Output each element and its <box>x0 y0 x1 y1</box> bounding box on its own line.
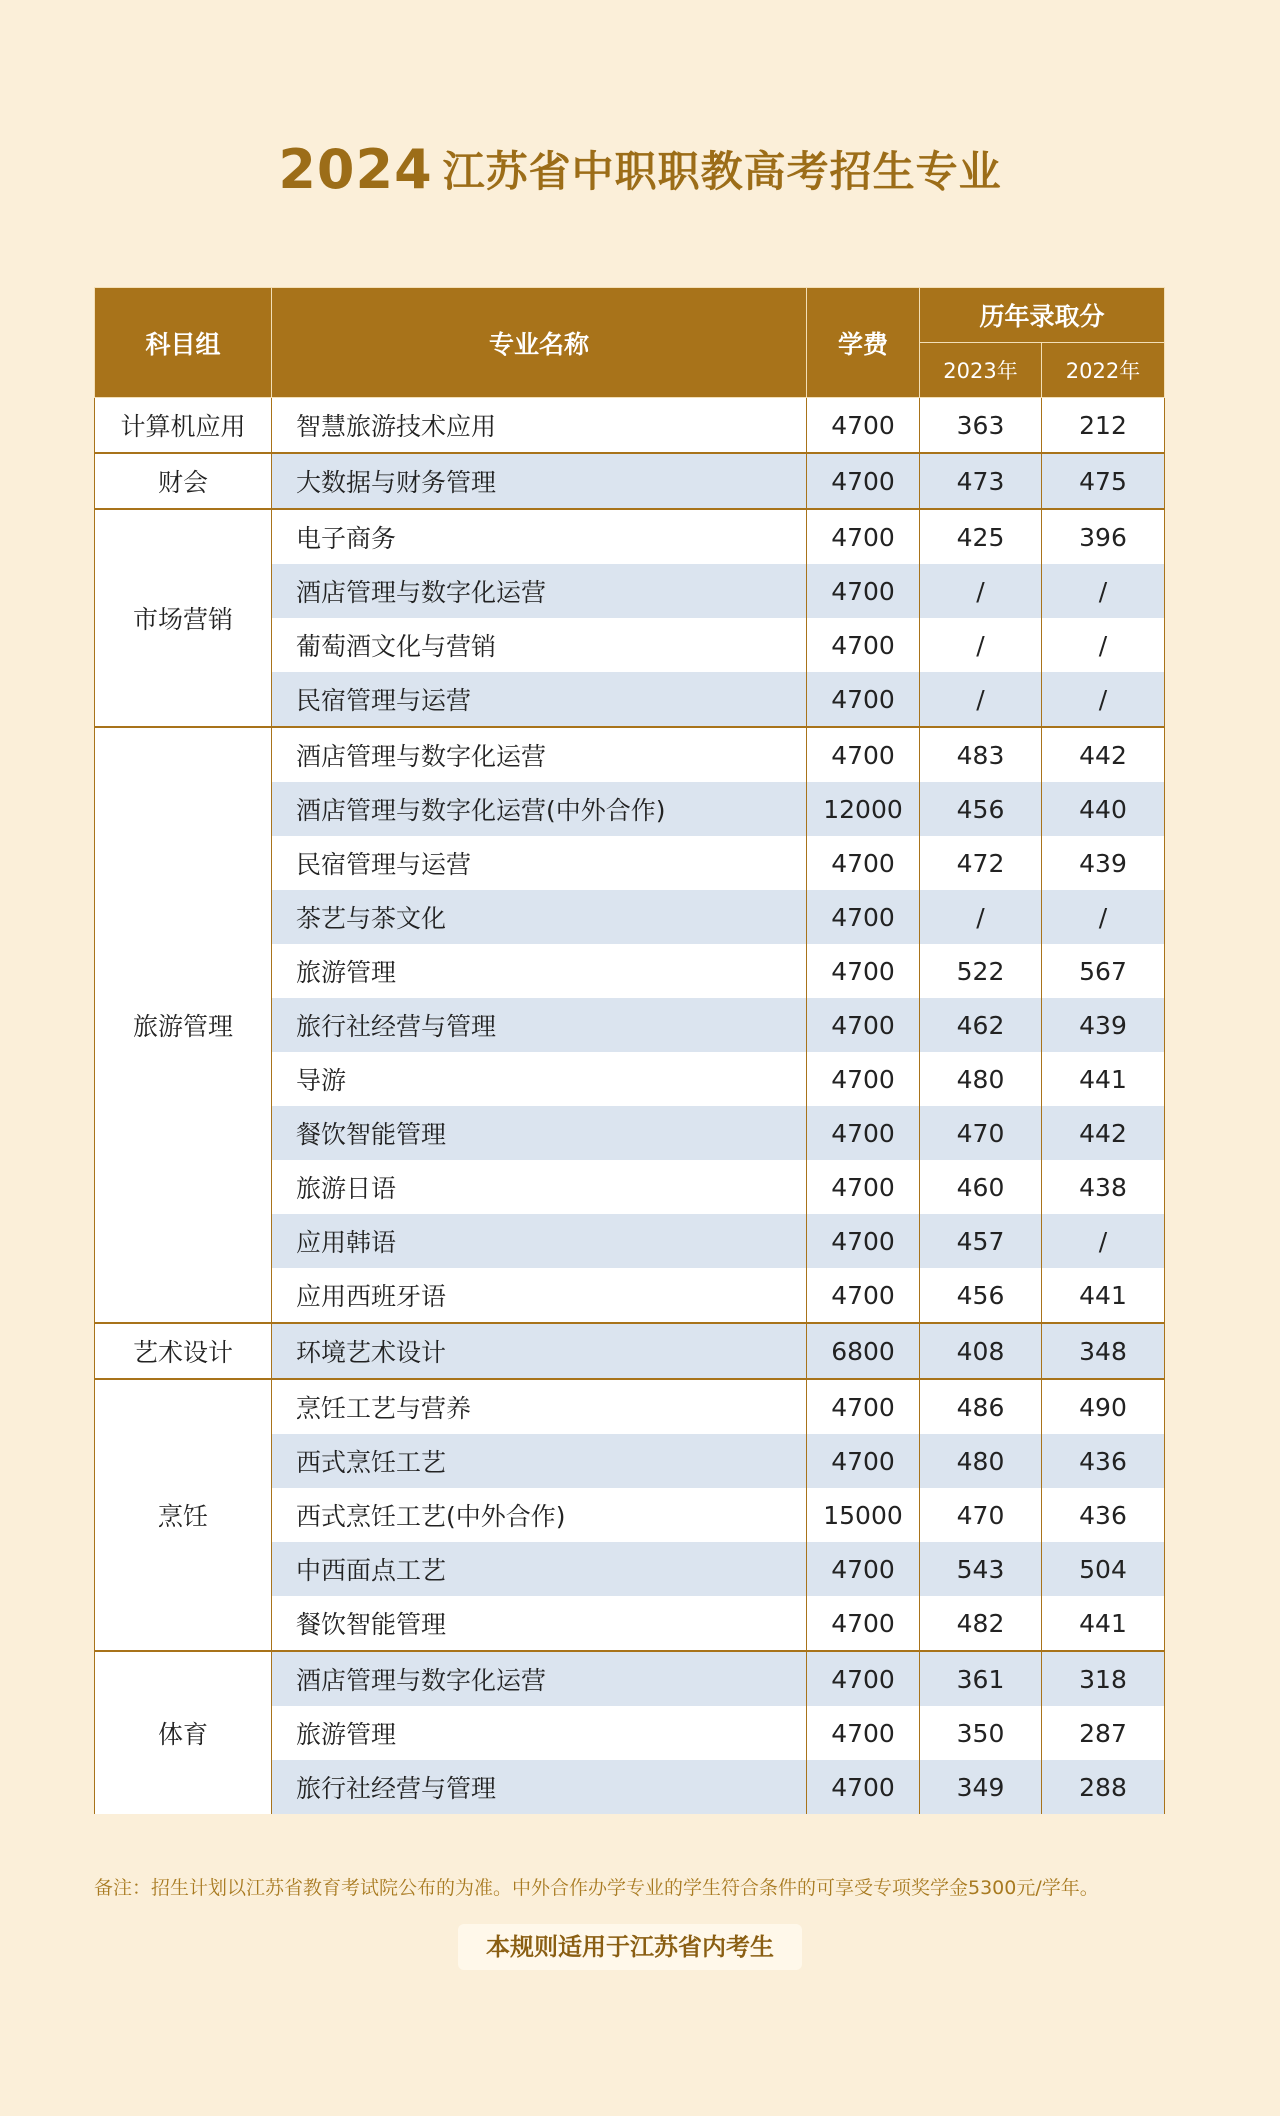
major-cell: 烹饪工艺与营养 <box>272 1379 807 1434</box>
score-2022-cell: 441 <box>1042 1596 1165 1651</box>
score-2022-cell: / <box>1042 564 1165 618</box>
score-2023-cell: / <box>920 564 1042 618</box>
major-cell: 旅游管理 <box>272 1706 807 1760</box>
fee-cell: 4700 <box>807 564 920 618</box>
score-2023-cell: 457 <box>920 1214 1042 1268</box>
major-cell: 旅行社经营与管理 <box>272 998 807 1052</box>
major-cell: 导游 <box>272 1052 807 1106</box>
table-header <box>95 288 1165 398</box>
score-2023-cell: 470 <box>920 1488 1042 1542</box>
group-name-cell: 财会 <box>95 453 272 509</box>
score-2023-cell: 349 <box>920 1760 1042 1814</box>
score-2023-cell: 480 <box>920 1052 1042 1106</box>
major-cell: 民宿管理与运营 <box>272 672 807 727</box>
score-2023-cell: 486 <box>920 1379 1042 1434</box>
page-title <box>0 138 1280 201</box>
header-2023: 2023年 <box>920 343 1042 398</box>
fee-cell: 4700 <box>807 1379 920 1434</box>
score-2022-cell: 490 <box>1042 1379 1165 1434</box>
major-cell: 西式烹饪工艺 <box>272 1434 807 1488</box>
table-row <box>95 1323 1165 1379</box>
score-2023-cell: 543 <box>920 1542 1042 1596</box>
header-fee: 学费 <box>807 288 920 398</box>
score-2023-cell: 460 <box>920 1160 1042 1214</box>
fee-cell: 12000 <box>807 782 920 836</box>
major-cell: 电子商务 <box>272 509 807 564</box>
major-cell: 酒店管理与数字化运营 <box>272 564 807 618</box>
major-cell: 酒店管理与数字化运营(中外合作) <box>272 782 807 836</box>
score-2022-cell: / <box>1042 672 1165 727</box>
major-cell: 应用西班牙语 <box>272 1268 807 1323</box>
fee-cell: 4700 <box>807 727 920 782</box>
group-name-cell: 计算机应用 <box>95 398 272 454</box>
header-group: 科目组 <box>95 288 272 398</box>
major-cell: 民宿管理与运营 <box>272 836 807 890</box>
group-name-cell: 烹饪 <box>95 1379 272 1651</box>
group-name-cell: 体育 <box>95 1651 272 1814</box>
major-cell: 中西面点工艺 <box>272 1542 807 1596</box>
score-2022-cell: / <box>1042 890 1165 944</box>
score-2023-cell: 408 <box>920 1323 1042 1379</box>
score-2023-cell: 480 <box>920 1434 1042 1488</box>
major-cell: 酒店管理与数字化运营 <box>272 727 807 782</box>
header-scores: 历年录取分 <box>920 288 1165 343</box>
fee-cell: 4700 <box>807 836 920 890</box>
title-text: 江苏省中职职教高考招生专业 <box>442 147 1002 196</box>
score-2022-cell: 348 <box>1042 1323 1165 1379</box>
major-cell: 旅游日语 <box>272 1160 807 1214</box>
header-major: 专业名称 <box>272 288 807 398</box>
major-cell: 西式烹饪工艺(中外合作) <box>272 1488 807 1542</box>
fee-cell: 4700 <box>807 453 920 509</box>
score-2022-cell: 396 <box>1042 509 1165 564</box>
footer-badge: 本规则适用于江苏省内考生 <box>458 1924 802 1970</box>
table-row <box>95 453 1165 509</box>
score-2022-cell: 475 <box>1042 453 1165 509</box>
score-2023-cell: 470 <box>920 1106 1042 1160</box>
score-2022-cell: 436 <box>1042 1434 1165 1488</box>
fee-cell: 4700 <box>807 944 920 998</box>
fee-cell: 4700 <box>807 890 920 944</box>
score-2022-cell: 441 <box>1042 1268 1165 1323</box>
score-2023-cell: 425 <box>920 509 1042 564</box>
score-2023-cell: 483 <box>920 727 1042 782</box>
score-2022-cell: / <box>1042 618 1165 672</box>
score-2022-cell: 441 <box>1042 1052 1165 1106</box>
score-2023-cell: 456 <box>920 1268 1042 1323</box>
score-2022-cell: / <box>1042 1214 1165 1268</box>
major-cell: 旅游管理 <box>272 944 807 998</box>
score-2022-cell: 436 <box>1042 1488 1165 1542</box>
major-cell: 环境艺术设计 <box>272 1323 807 1379</box>
score-2023-cell: 472 <box>920 836 1042 890</box>
fee-cell: 4700 <box>807 1160 920 1214</box>
score-2022-cell: 504 <box>1042 1542 1165 1596</box>
major-cell: 应用韩语 <box>272 1214 807 1268</box>
score-2022-cell: 442 <box>1042 727 1165 782</box>
fee-cell: 4700 <box>807 1542 920 1596</box>
fee-cell: 4700 <box>807 1214 920 1268</box>
major-cell: 酒店管理与数字化运营 <box>272 1651 807 1706</box>
footnote: 备注：招生计划以江苏省教育考试院公布的为准。中外合作办学专业的学生符合条件的可享受专项奖学金5300元/学年。 <box>94 1877 1099 1899</box>
fee-cell: 15000 <box>807 1488 920 1542</box>
fee-cell: 4700 <box>807 1106 920 1160</box>
score-2022-cell: 318 <box>1042 1651 1165 1706</box>
title-year: 2024 <box>278 138 433 201</box>
fee-cell: 4700 <box>807 1052 920 1106</box>
score-2022-cell: 439 <box>1042 998 1165 1052</box>
score-2023-cell: 473 <box>920 453 1042 509</box>
fee-cell: 4700 <box>807 672 920 727</box>
score-2023-cell: / <box>920 672 1042 727</box>
table-row <box>95 398 1165 454</box>
header-2022: 2022年 <box>1042 343 1165 398</box>
score-2022-cell: 567 <box>1042 944 1165 998</box>
score-2022-cell: 439 <box>1042 836 1165 890</box>
score-2023-cell: / <box>920 618 1042 672</box>
score-2022-cell: 438 <box>1042 1160 1165 1214</box>
group-name-cell: 旅游管理 <box>95 727 272 1323</box>
fee-cell: 6800 <box>807 1323 920 1379</box>
score-2023-cell: 363 <box>920 398 1042 454</box>
major-cell: 智慧旅游技术应用 <box>272 398 807 454</box>
table-row <box>95 509 1165 564</box>
group-name-cell: 市场营销 <box>95 509 272 727</box>
score-2022-cell: 212 <box>1042 398 1165 454</box>
score-2023-cell: 350 <box>920 1706 1042 1760</box>
fee-cell: 4700 <box>807 998 920 1052</box>
score-2023-cell: 522 <box>920 944 1042 998</box>
major-cell: 葡萄酒文化与营销 <box>272 618 807 672</box>
score-2023-cell: 361 <box>920 1651 1042 1706</box>
table-row <box>95 1651 1165 1706</box>
fee-cell: 4700 <box>807 1596 920 1651</box>
major-cell: 茶艺与茶文化 <box>272 890 807 944</box>
group-name-cell: 艺术设计 <box>95 1323 272 1379</box>
score-2023-cell: 482 <box>920 1596 1042 1651</box>
admission-table <box>94 287 1165 1814</box>
score-2023-cell: 456 <box>920 782 1042 836</box>
fee-cell: 4700 <box>807 1434 920 1488</box>
fee-cell: 4700 <box>807 1651 920 1706</box>
score-2022-cell: 440 <box>1042 782 1165 836</box>
fee-cell: 4700 <box>807 1706 920 1760</box>
score-2022-cell: 287 <box>1042 1706 1165 1760</box>
score-2022-cell: 288 <box>1042 1760 1165 1814</box>
table-body <box>95 398 1165 1815</box>
major-cell: 旅行社经营与管理 <box>272 1760 807 1814</box>
fee-cell: 4700 <box>807 509 920 564</box>
table-row <box>95 727 1165 782</box>
major-cell: 大数据与财务管理 <box>272 453 807 509</box>
major-cell: 餐饮智能管理 <box>272 1106 807 1160</box>
fee-cell: 4700 <box>807 1268 920 1323</box>
major-cell: 餐饮智能管理 <box>272 1596 807 1651</box>
fee-cell: 4700 <box>807 1760 920 1814</box>
score-2023-cell: / <box>920 890 1042 944</box>
fee-cell: 4700 <box>807 618 920 672</box>
score-2023-cell: 462 <box>920 998 1042 1052</box>
score-2022-cell: 442 <box>1042 1106 1165 1160</box>
table-row <box>95 1379 1165 1434</box>
fee-cell: 4700 <box>807 398 920 454</box>
